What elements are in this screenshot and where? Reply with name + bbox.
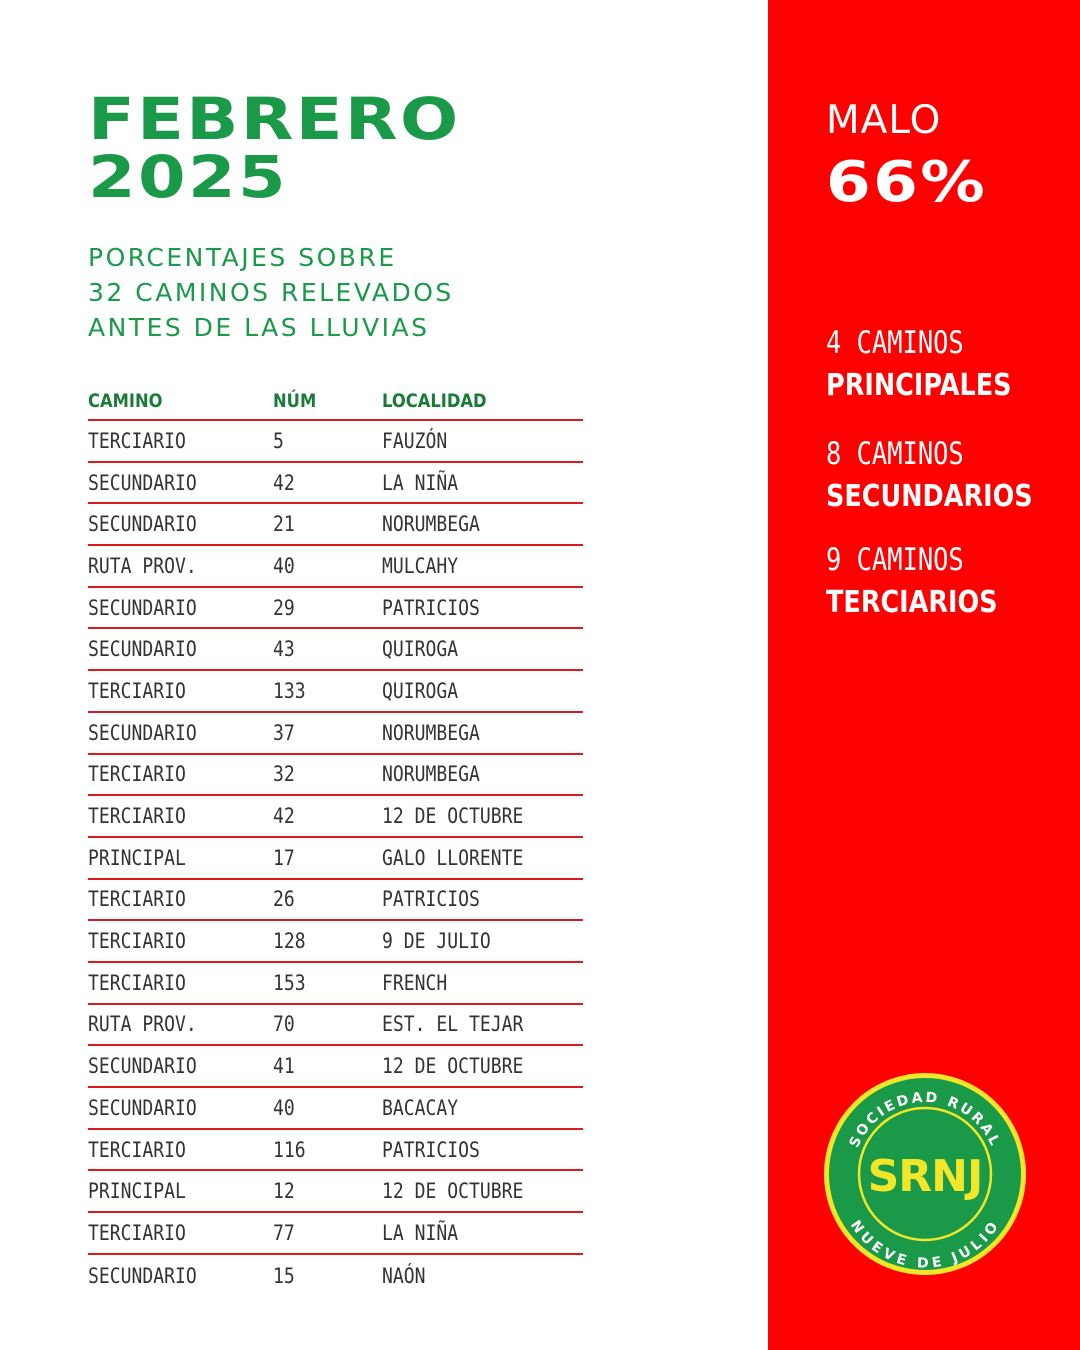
cell-localidad: MULCAHY [382, 553, 459, 578]
cell-camino: TERCIARIO [88, 970, 186, 995]
cell-localidad: 12 DE OCTUBRE [382, 804, 524, 829]
cell-num: 32 [273, 762, 295, 787]
logo-center-text: SRNJ [867, 1151, 983, 1202]
table-row [88, 1213, 583, 1255]
table-row [88, 504, 583, 546]
cell-num: 15 [273, 1263, 295, 1288]
status-percent: 66% [826, 150, 988, 215]
cell-localidad: PATRICIOS [382, 1137, 480, 1162]
srnj-logo [823, 1072, 1027, 1276]
page-title [88, 85, 461, 211]
stat-kind: TERCIARIOS [826, 585, 998, 620]
table-row [88, 880, 583, 922]
cell-num: 116 [273, 1137, 306, 1162]
cell-camino: TERCIARIO [88, 678, 186, 703]
title-month: FEBRERO [88, 85, 461, 153]
table-row [88, 921, 583, 963]
cell-localidad: NORUMBEGA [382, 720, 480, 745]
cell-camino: RUTA PROV. [88, 1012, 197, 1037]
cell-num: 41 [273, 1054, 295, 1079]
subtitle-line: PORCENTAJES SOBRE [88, 243, 397, 272]
table-row [88, 838, 583, 880]
cell-camino: TERCIARIO [88, 1137, 186, 1162]
cell-localidad: PATRICIOS [382, 595, 480, 620]
column-header-num: NÚM [273, 389, 317, 412]
cell-camino: SECUNDARIO [88, 1095, 197, 1120]
logo-top-text: SOCIEDAD RURAL [846, 1089, 1004, 1151]
cell-num: 26 [273, 887, 295, 912]
cell-num: 42 [273, 804, 295, 829]
table-row [88, 1088, 583, 1130]
table-row [88, 588, 583, 630]
stat-count: 8 CAMINOS [826, 436, 964, 472]
cell-camino: SECUNDARIO [88, 512, 197, 537]
subtitle [88, 240, 454, 345]
table-row [88, 463, 583, 505]
table-row [88, 1255, 583, 1297]
cell-num: 40 [273, 1095, 295, 1120]
cell-num: 70 [273, 1012, 295, 1037]
cell-camino: SECUNDARIO [88, 720, 197, 745]
cell-localidad: NORUMBEGA [382, 762, 480, 787]
table-row [88, 1130, 583, 1172]
stat-count: 4 CAMINOS [826, 325, 964, 361]
cell-camino: TERCIARIO [88, 804, 186, 829]
cell-localidad: GALO LLORENTE [382, 845, 524, 870]
table-row [88, 796, 583, 838]
cell-localidad: BACACAY [382, 1095, 459, 1120]
cell-num: 29 [273, 595, 295, 620]
stat-principales [826, 322, 1044, 408]
cell-camino: TERCIARIO [88, 428, 186, 453]
cell-num: 42 [273, 470, 295, 495]
cell-num: 128 [273, 929, 306, 954]
cell-camino: RUTA PROV. [88, 553, 197, 578]
column-header-camino: CAMINO [88, 389, 163, 412]
roads-table [88, 382, 583, 1296]
cell-num: 40 [273, 553, 295, 578]
cell-camino: TERCIARIO [88, 929, 186, 954]
stat-terciarios [826, 539, 1028, 625]
cell-localidad: 12 DE OCTUBRE [382, 1179, 524, 1204]
cell-num: 17 [273, 845, 295, 870]
stat-kind: SECUNDARIOS [826, 479, 1033, 514]
cell-localidad: PATRICIOS [382, 887, 480, 912]
cell-camino: PRINCIPAL [88, 845, 186, 870]
table-row [88, 546, 583, 588]
stat-count: 9 CAMINOS [826, 542, 964, 578]
cell-camino: TERCIARIO [88, 1220, 186, 1245]
stat-kind: PRINCIPALES [826, 368, 1012, 403]
cell-camino: SECUNDARIO [88, 595, 197, 620]
cell-localidad: QUIROGA [382, 678, 459, 703]
table-row [88, 629, 583, 671]
cell-num: 153 [273, 970, 306, 995]
cell-num: 12 [273, 1179, 295, 1204]
stat-secundarios [826, 433, 1069, 519]
table-row [88, 671, 583, 713]
cell-camino: SECUNDARIO [88, 470, 197, 495]
cell-num: 21 [273, 512, 295, 537]
column-header-localidad: LOCALIDAD [382, 389, 487, 412]
logo-bottom-text: NUEVE DE JULIO [846, 1217, 1004, 1272]
cell-localidad: LA NIÑA [382, 1220, 459, 1245]
title-year: 2025 [88, 143, 288, 211]
cell-localidad: EST. EL TEJAR [382, 1012, 524, 1037]
cell-localidad: FRENCH [382, 970, 448, 995]
table-row [88, 1005, 583, 1047]
cell-camino: SECUNDARIO [88, 1054, 197, 1079]
cell-camino: TERCIARIO [88, 887, 186, 912]
cell-localidad: 12 DE OCTUBRE [382, 1054, 524, 1079]
table-row [88, 1046, 583, 1088]
table-row [88, 963, 583, 1005]
table-header-row [88, 382, 583, 421]
cell-camino: SECUNDARIO [88, 637, 197, 662]
cell-num: 133 [273, 678, 306, 703]
cell-num: 43 [273, 637, 295, 662]
table-row [88, 1171, 583, 1213]
cell-num: 5 [273, 428, 284, 453]
status-label: MALO [826, 98, 942, 143]
cell-localidad: FAUZÓN [382, 428, 448, 453]
subtitle-line: ANTES DE LAS LLUVIAS [88, 313, 430, 342]
cell-localidad: LA NIÑA [382, 470, 459, 495]
cell-localidad: QUIROGA [382, 637, 459, 662]
table-row [88, 421, 583, 463]
cell-camino: PRINCIPAL [88, 1179, 186, 1204]
table-row [88, 755, 583, 797]
cell-num: 77 [273, 1220, 295, 1245]
cell-camino: SECUNDARIO [88, 1263, 197, 1288]
cell-camino: TERCIARIO [88, 762, 186, 787]
cell-localidad: NORUMBEGA [382, 512, 480, 537]
cell-localidad: NAÓN [382, 1263, 426, 1288]
subtitle-line: 32 CAMINOS RELEVADOS [88, 278, 454, 307]
cell-localidad: 9 DE JULIO [382, 929, 491, 954]
table-row [88, 713, 583, 755]
cell-num: 37 [273, 720, 295, 745]
